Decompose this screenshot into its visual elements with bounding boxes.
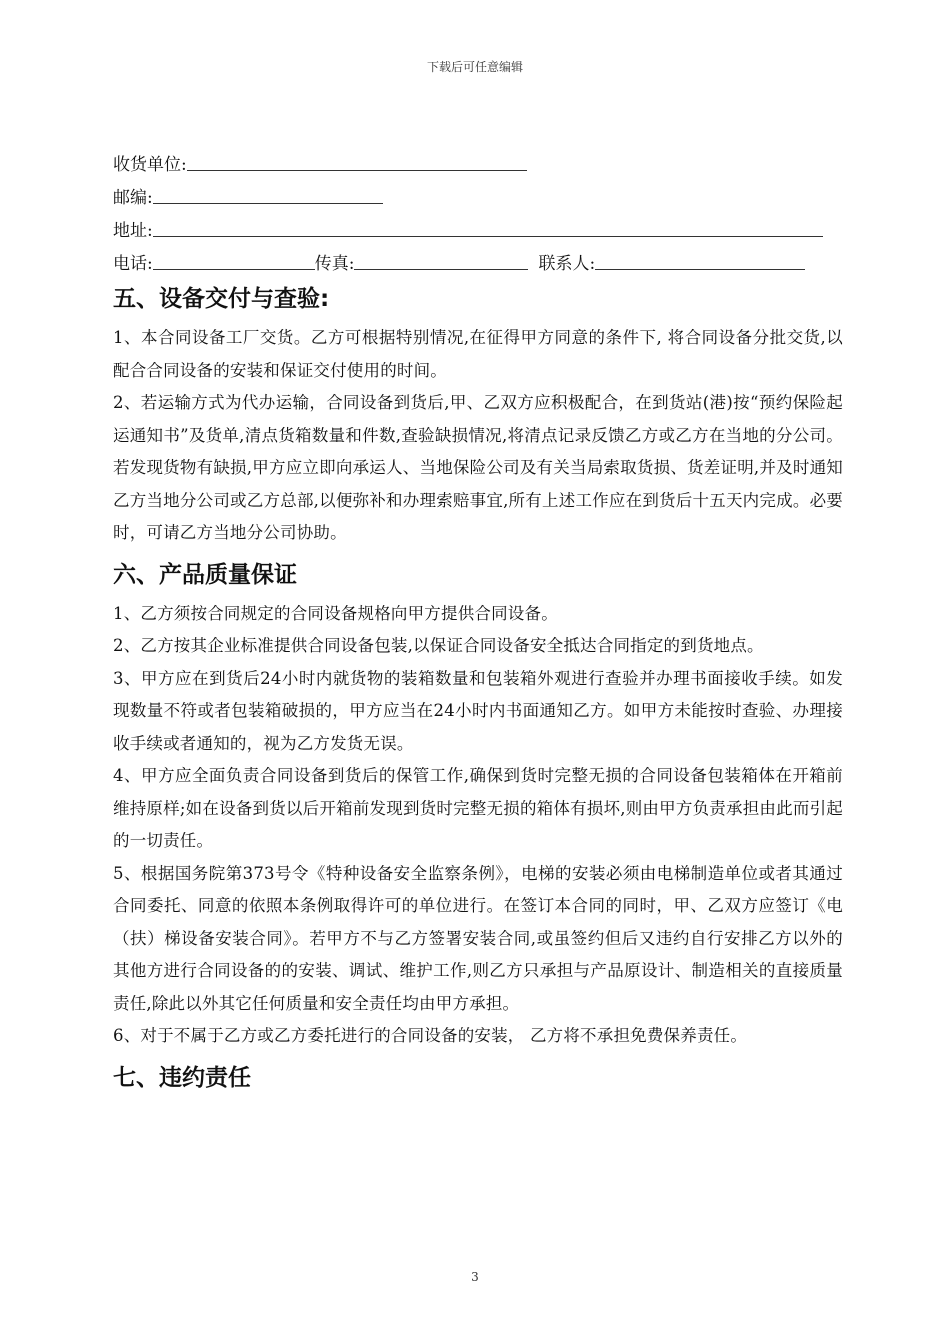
section6-para-3: 3、甲方应在到货后24小时内就货物的装箱数量和包装箱外观进行查验并办理书面接收手续。如发现数量不符或者包装箱破损的，甲方应当在24小时内书面通知乙方。如甲方未能按时查验、办理接收手续或者通知的，视为乙方发货无误。: [113, 668, 843, 753]
contact-blank[interactable]: [595, 268, 805, 270]
fax-label: 传真:: [314, 254, 355, 274]
phone-label: 电话:: [113, 254, 153, 274]
section5-para-1: 1、本合同设备工厂交货。乙方可根据特别情况,在征得甲方同意的条件下, 将合同设备分批交货,以配合合同设备的安装和保证交付使用的时间。: [113, 328, 843, 380]
address-row: [113, 208, 843, 241]
receiver-label: 收货单位:: [113, 155, 187, 175]
section5-para-2: 2、若运输方式为代办运输，合同设备到货后,甲、乙双方应积极配合，在到货站(港)按“预约保险起运通知书”及货单,清点货箱数量和件数,查验缺损情况,将清点记录反馈乙方或乙方在当地的分公司。若发现货物有缺损,甲方应立即向承运人、当地保险公司及有关当局索取货损、货差证明,并及时通知乙方当地分公司或乙方总部,以便弥补和办理索赔事宜,所有上述工作应在到货后十五天内完成。必要时，可请乙方当地分公司协助。: [113, 393, 843, 542]
receiver-row: [113, 142, 843, 175]
document-body: [113, 142, 843, 1101]
address-label: 地址:: [113, 221, 153, 241]
header-note: 下载后可任意编辑: [426, 60, 523, 74]
phone-blank[interactable]: [153, 268, 315, 270]
contact-label: 联系人:: [538, 254, 596, 274]
postcode-blank[interactable]: [153, 202, 383, 204]
section6-para-5: 5、根据国务院第373号令《特种设备安全监察条例》，电梯的安装必须由电梯制造单位或者其通过合同委托、同意的依照本条例取得许可的单位进行。在签订本合同的同时，甲、乙双方应签订《电（扶）梯设备安装合同》。若甲方不与乙方签署安装合同,或虽签约但后又违约自行安排乙方以外的其他方进行合同设备的的安装、调试、维护工作,则乙方只承担与产品原设计、制造相关的直接质量责任,除此以外其它任何质量和安全责任均由甲方承担。: [113, 863, 843, 1013]
section7-title: 七、违约责任: [113, 1064, 251, 1091]
section5-title: 五、设备交付与查验:: [113, 286, 330, 312]
page-number: 3: [471, 1270, 479, 1284]
section6-title: 六、产品质量保证: [113, 561, 297, 588]
postcode-row: [113, 175, 843, 208]
section6-para-4: 4、甲方应全面负责合同设备到货后的保管工作,确保到货时完整无损的合同设备包装箱体在开箱前维持原样;如在设备到货以后开箱前发现到货时完整无损的箱体有损坏,则由甲方负责承担由此而引起的一切责任。: [113, 766, 843, 850]
postcode-label: 邮编:: [113, 188, 153, 208]
section6-para-1: 1、乙方须按合同规定的合同设备规格向甲方提供合同设备。: [113, 603, 558, 623]
receiver-blank[interactable]: [187, 169, 527, 171]
address-blank[interactable]: [153, 235, 823, 237]
fax-blank[interactable]: [354, 268, 528, 270]
phone-fax-contact-row: [113, 241, 843, 274]
section6-para-2: 2、乙方按其企业标准提供合同设备包装,以保证合同设备安全抵达合同指定的到货地点。: [113, 636, 764, 655]
section6-para-6: 6、对于不属于乙方或乙方委托进行的合同设备的安装， 乙方将不承担免费保养责任。: [113, 1026, 748, 1045]
